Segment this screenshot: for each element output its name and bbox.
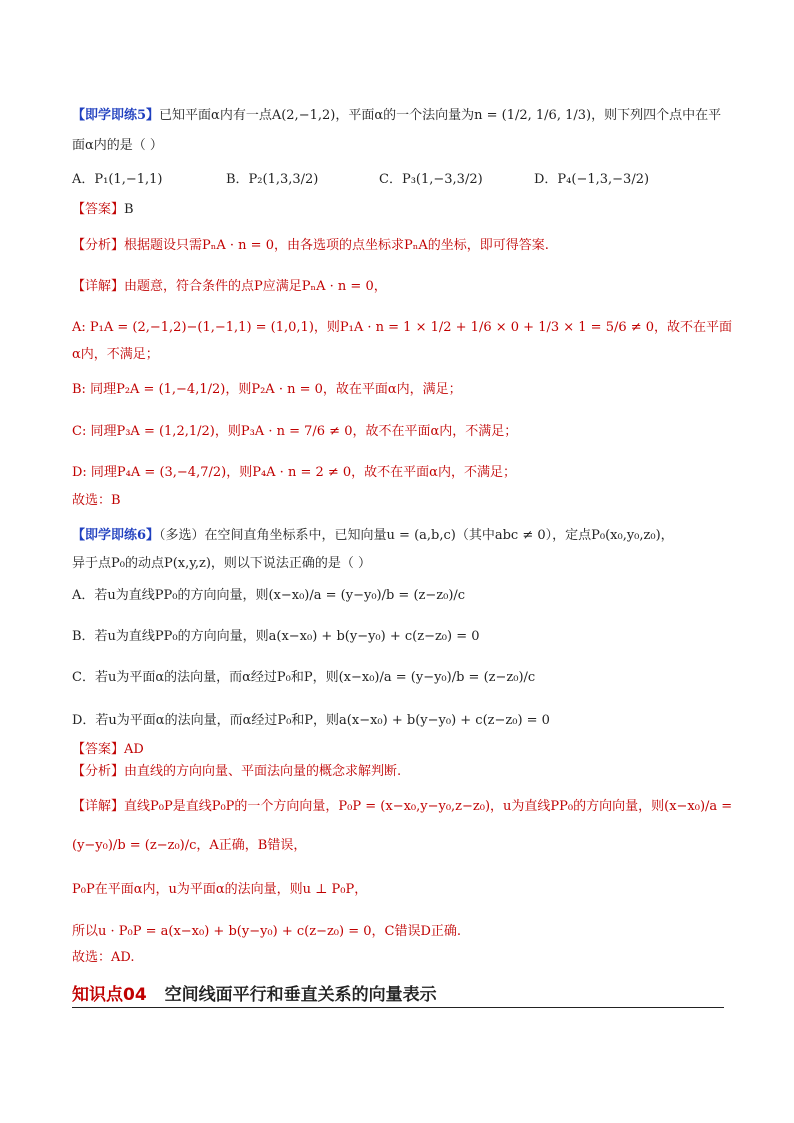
q5-option-d: D．P₄(−1,3,−3/2) [534,172,650,187]
q6-stem-line2: 异于点P₀的动点P(x,y,z)，则以下说法正确的是（ ） [72,556,372,571]
q6-option-a: A．若u为直线PP₀的方向向量，则(x−x₀)/a = (y−y₀)/b = (z−z₀)/c [72,588,466,603]
section-title: 空间线面平行和垂直关系的向量表示 [164,985,437,1005]
q5-detail-c: C: 同理P₃A = (1,2,1/2)，则P₃A · n = 7/6 ≠ 0，故不在平面α内，不满足； [72,424,518,439]
q6-option-b: B．若u为直线PP₀的方向向量，则a(x−x₀) + b(y−y₀) + c(z−z₀) = 0 [72,629,480,644]
q5-detail-d: D: 同理P₄A = (3,−4,7/2)，则P₄A · n = 2 ≠ 0，故不在平面α内，不满足； [72,465,516,480]
q5-stem-line1 [72,106,721,126]
q6-detail-line1 [72,797,732,817]
q6-answer-tag: 【答案】 [72,742,125,757]
q6-detail-line3: P₀P在平面α内，u为平面α的法向量，则u ⊥ P₀P， [72,882,368,897]
q6-detail-line2: (y−y₀)/b = (z−z₀)/c，A正确，B错误， [72,838,307,853]
q6-analysis-tag: 【分析】 [72,764,125,779]
q5-detail-b: B: 同理P₂A = (1,−4,1/2)，则P₂A · n = 0，故在平面α内，满足； [72,382,462,397]
q5-option-a: A．P₁(1,−1,1) [72,172,163,187]
q5-detail-text: 由题意，符合条件的点P应满足PₙA · n = 0， [124,279,387,294]
q5-stem-line2: 面α内的是（ ） [72,138,163,153]
section-heading [72,980,724,1008]
q5-option-b: B．P₂(1,3,3/2) [226,172,319,187]
q5-choose: 故选：B [72,493,121,508]
q5-analysis [72,236,549,256]
q5-detail-a-line1: A: P₁A = (2,−1,2)−(1,−1,1) = (1,0,1)，则P₁A · n = 1 × 1/2 + 1/6 × 0 + 1/3 × 1 = 5/6 ≠ 0，故不在平面 [72,320,733,335]
q6-detail-text1: 直线P₀P是直线P₀P的一个方向向量，P₀P = (x−x₀,y−y₀,z−z₀)，u为直线PP₀的方向向量，则(x−x₀)/a = [124,799,733,814]
q6-choose: 故选：AD. [72,950,135,965]
q6-tag: 【即学即练6】 [72,528,160,543]
q5-answer-tag: 【答案】 [72,202,125,217]
q6-analysis [72,762,401,782]
q5-analysis-tag: 【分析】 [72,238,125,253]
q5-detail [72,277,387,297]
q6-detail-line4: 所以u · P₀P = a(x−x₀) + b(y−y₀) + c(z−z₀) = 0，C错误D正确. [72,924,462,939]
q5-tag: 【即学即练5】 [72,108,160,123]
q6-answer-value: AD [124,742,144,757]
q5-detail-a-line2: α内，不满足； [72,347,159,362]
q5-stem-text1: 已知平面α内有一点A(2,−1,2)，平面α的一个法向量为n = (1/2, 1/6, 1/3)，则下列四个点中在平 [159,108,722,123]
q6-analysis-text: 由直线的方向向量、平面法向量的概念求解判断. [124,764,402,779]
q6-stem-text1: （多选）在空间直角坐标系中，已知向量u = (a,b,c)（其中abc ≠ 0），定点P₀(x₀,y₀,z₀)， [159,528,674,543]
q5-answer-value: B [124,202,134,217]
section-number: 知识点04 [72,985,147,1005]
q6-detail-tag: 【详解】 [72,799,125,814]
q5-option-c: C．P₃(1,−3,3/2) [379,172,483,187]
q6-answer [72,740,144,760]
q6-stem-line1 [72,526,674,546]
q5-detail-tag: 【详解】 [72,279,125,294]
q5-analysis-text: 根据题设只需PₙA · n = 0，由各选项的点坐标求PₙA的坐标，即可得答案. [124,238,549,253]
q6-option-d: D．若u为平面α的法向量，而α经过P₀和P，则a(x−x₀) + b(y−y₀) + c(z−z₀) = 0 [72,713,550,728]
q5-answer [72,200,134,220]
q6-option-c: C．若u为平面α的法向量，而α经过P₀和P，则(x−x₀)/a = (y−y₀)/b = (z−z₀)/c [72,670,536,685]
